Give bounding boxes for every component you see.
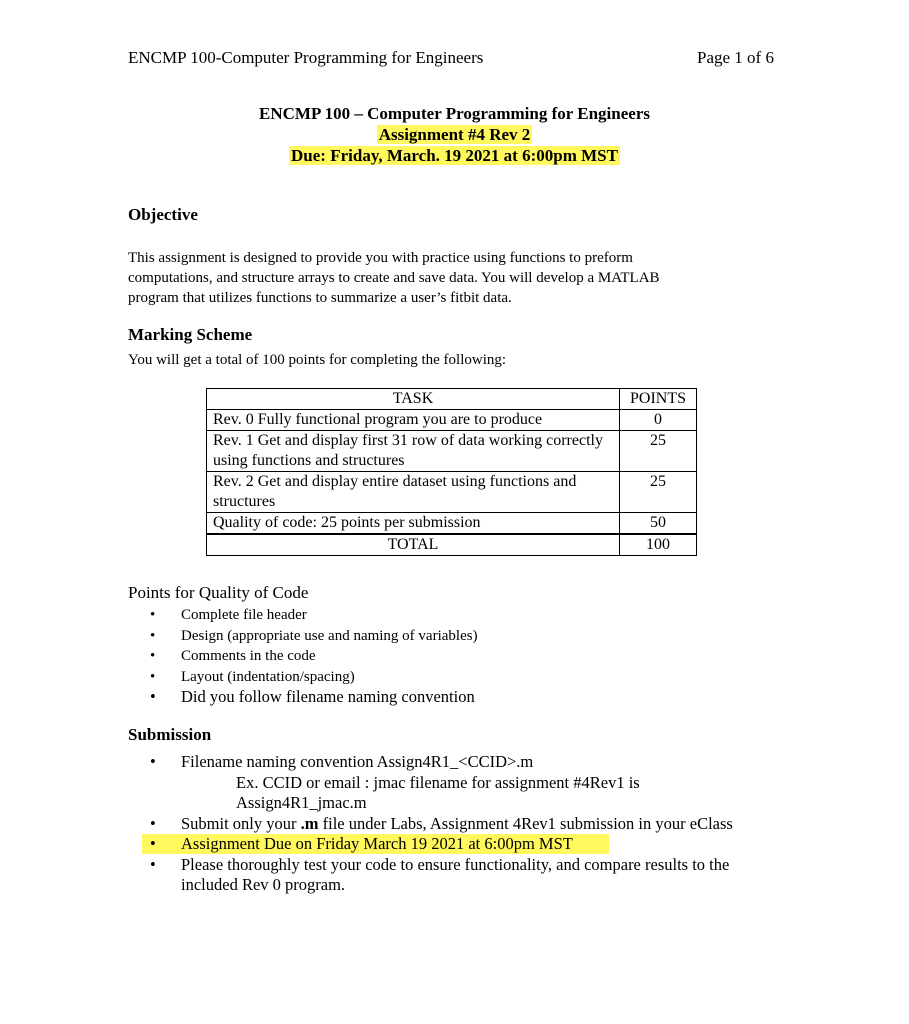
header-page-number: Page 1 of 6 — [697, 48, 774, 67]
list-item: • Submit only your .m file under Labs, Assignment 4Rev1 submission in your eClass — [150, 813, 733, 833]
points-cell: 25 — [620, 472, 697, 513]
table-row — [207, 472, 697, 513]
title-line-1: ENCMP 100 – Computer Programming for Engineers — [259, 104, 650, 123]
points-cell: 25 — [620, 431, 697, 472]
table-total-row — [207, 534, 697, 556]
bullet-icon: • — [150, 607, 156, 623]
bullet-icon: • — [150, 752, 156, 771]
bullet-icon: • — [150, 648, 156, 664]
points-cell: 0 — [620, 410, 697, 431]
column-header-task: TASK — [207, 389, 620, 410]
task-cell: Quality of code: 25 points per submission — [207, 513, 620, 535]
task-cell: Rev. 2 Get and display entire dataset using functions and structures — [207, 472, 620, 513]
marking-scheme-heading: Marking Scheme — [128, 325, 253, 344]
list-item: • Design (appropriate use and naming of variables) — [128, 626, 768, 647]
objective-heading: Objective — [128, 205, 198, 224]
title-due-date: Due: Friday, March. 19 2021 at 6:00pm MST — [291, 146, 618, 165]
objective-paragraph: This assignment is designed to provide you with practice using functions to preform computations, and structure arrays to create and save data. You will develop a MATLAB program that utilizes functions to summarize a user’s fitbit data. — [128, 250, 660, 306]
list-item — [128, 834, 768, 855]
bullet-icon: • — [150, 854, 156, 874]
filename-example-value: Assign4R1_jmac.m — [236, 793, 367, 812]
list-item: • Comments in the code — [128, 646, 768, 667]
table-row — [207, 431, 697, 472]
bullet-icon: • — [150, 668, 156, 685]
total-label: TOTAL — [207, 534, 620, 556]
submission-list — [128, 752, 768, 896]
header-course: ENCMP 100-Computer Programming for Engineers — [128, 48, 484, 67]
quality-heading: Points for Quality of Code — [128, 583, 309, 602]
filename-example: Ex. CCID or email : jmac filename for assignment #4Rev1 is — [236, 772, 640, 792]
quality-list — [128, 605, 768, 708]
list-item: • Did you follow filename naming convention — [150, 687, 475, 706]
table-row — [207, 513, 697, 535]
list-item: • Please thoroughly test your code to ensure functionality, and compare results to the included Rev 0 program. — [150, 854, 730, 894]
task-cell: Rev. 1 Get and display first 31 row of data working correctly using functions and structures — [207, 431, 620, 472]
task-cell: Rev. 0 Fully functional program you are to produce — [207, 410, 620, 431]
column-header-points: POINTS — [620, 389, 697, 410]
marking-table — [206, 388, 697, 556]
title-line-2: Assignment #4 Rev 2 — [378, 125, 531, 144]
bullet-icon: • — [150, 687, 156, 706]
list-item — [128, 752, 768, 814]
table-row — [207, 410, 697, 431]
points-cell: 50 — [620, 513, 697, 535]
filename-convention: Filename naming convention Assign4R1_<CCID>.m — [181, 752, 534, 771]
list-item: • Complete file header — [128, 605, 768, 626]
total-value: 100 — [620, 534, 697, 556]
list-item: • Layout (indentation/spacing) — [128, 667, 768, 688]
bullet-icon: • — [150, 627, 156, 644]
table-header-row — [207, 389, 697, 410]
bullet-icon: • — [150, 813, 156, 833]
bullet-icon: • — [150, 834, 156, 853]
marking-scheme-intro: You will get a total of 100 points for completing the following: — [128, 352, 507, 368]
submission-heading: Submission — [128, 725, 212, 744]
due-date-notice: Assignment Due on Friday March 19 2021 at 6:00pm MST — [181, 834, 573, 853]
